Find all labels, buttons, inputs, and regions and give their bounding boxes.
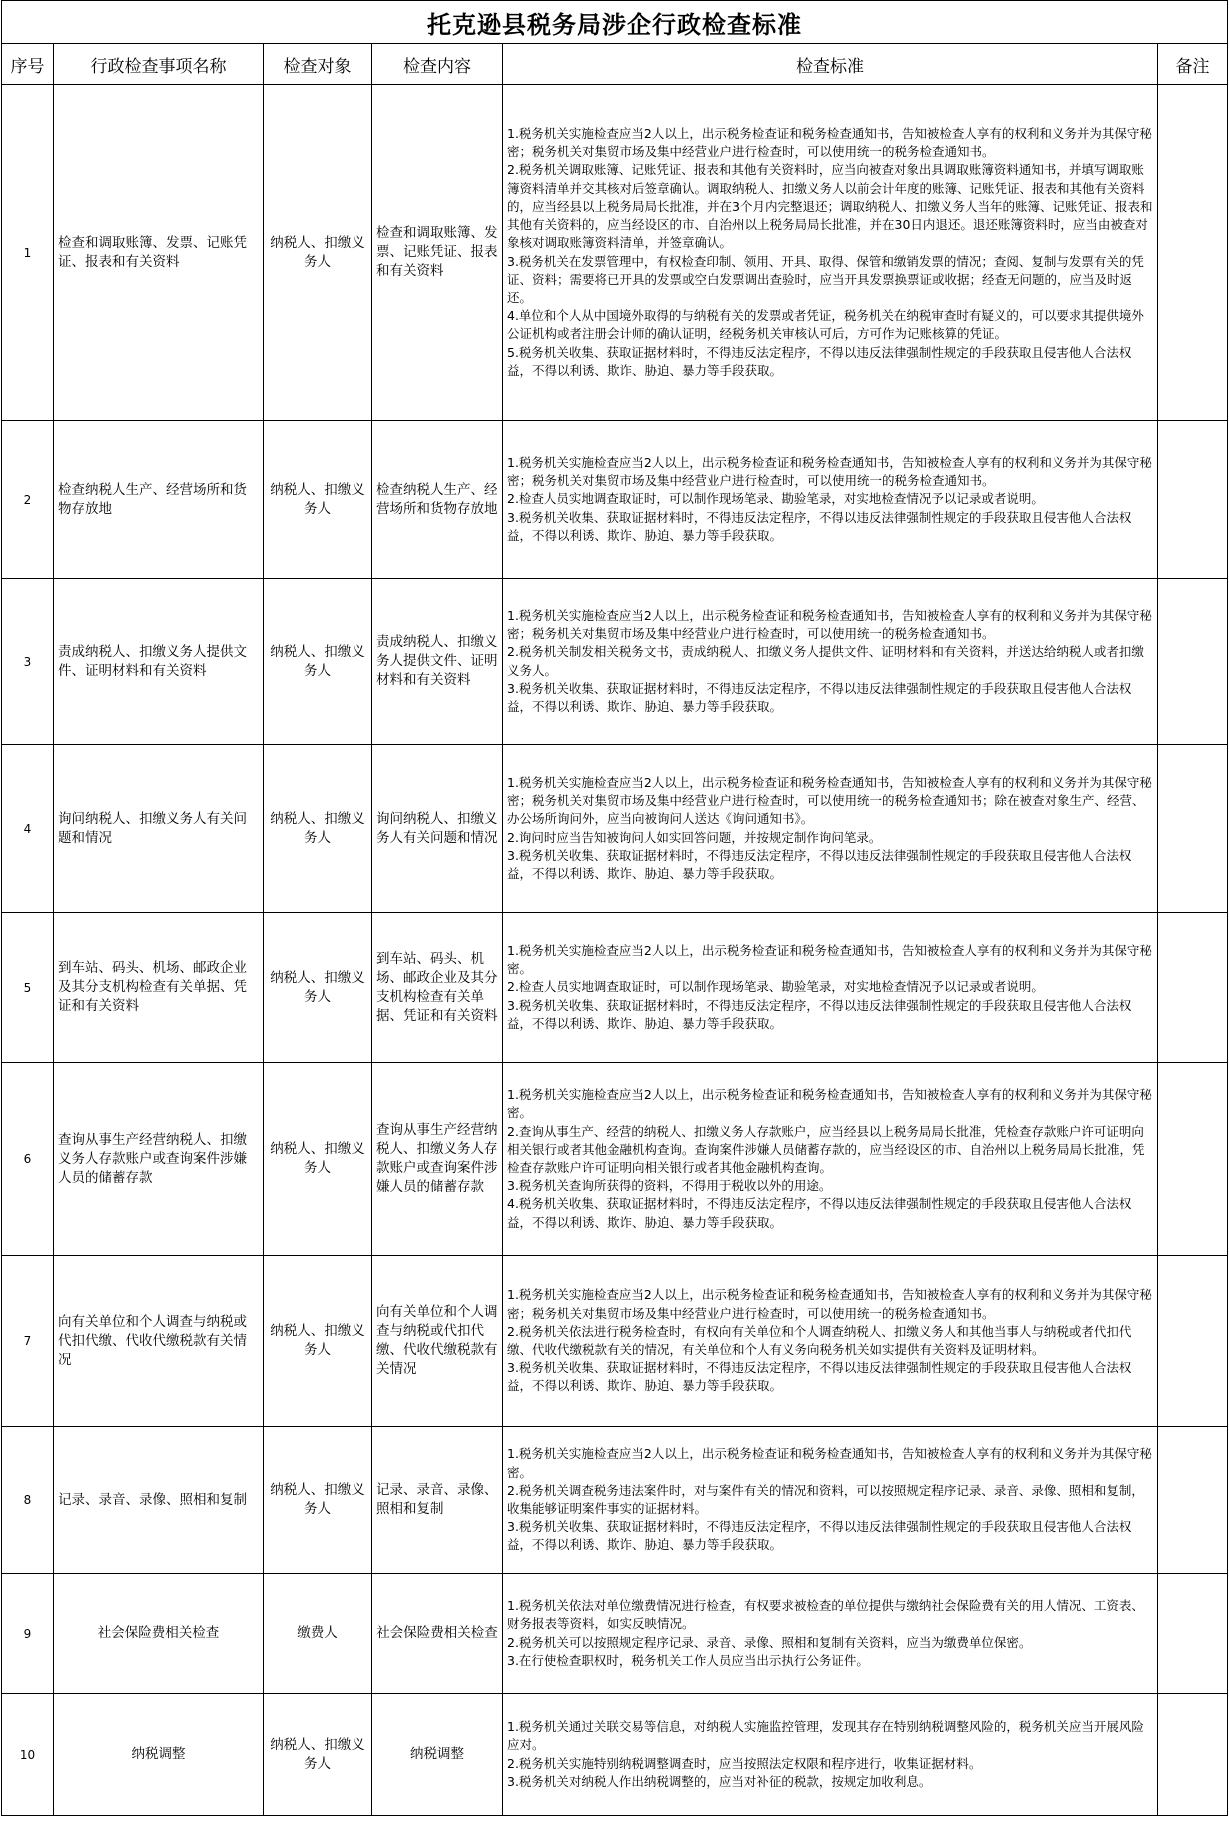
- row-target: 纳税人、扣缴义务人: [264, 1694, 372, 1816]
- row-content: 检查和调取账簿、发票、记账凭证、报表和有关资料: [372, 85, 503, 421]
- header-row: [2, 44, 1228, 85]
- standard-item: 2.税务机关依法进行税务检查时，有权向有关单位和个人调查纳税人、扣缴义务人和其他当事人与纳税或者代扣代缴、代收代缴税款有关的情况，有关单位和个人有义务向税务机关如实提供有关资料及证明材料。: [507, 1323, 1132, 1357]
- row-content: 到车站、码头、机场、邮政企业及其分支机构检查有关单据、凭证和有关资料: [372, 913, 503, 1063]
- table-body: [2, 85, 1228, 1816]
- header-seq: 序号: [2, 44, 54, 85]
- row-target: 纳税人、扣缴义务人: [264, 1063, 372, 1256]
- row-target: 缴费人: [264, 1574, 372, 1694]
- row-content: 向有关单位和个人调查与纳税或代扣代缴、代收代缴税款有关情况: [372, 1256, 503, 1427]
- table-row: [2, 1256, 1228, 1427]
- standard-item: 1.税务机关实施检查应当2人以上，出示税务检查证和税务检查通知书，告知被检查人享有的权利和义务并为其保守秘密。: [507, 942, 1152, 977]
- row-content: 查询从事生产经营纳税人、扣缴义务人存款账户或查询案件涉嫌人员的储蓄存款: [372, 1063, 503, 1256]
- table-row: [2, 421, 1228, 579]
- standard-item: 3.税务机关收集、获取证据材料时，不得违反法定程序，不得以违反法律强制性规定的手段获取且侵害他人合法权益，不得以利诱、欺诈、胁迫、暴力等手段获取。: [507, 509, 1132, 543]
- row-target: 纳税人、扣缴义务人: [264, 1427, 372, 1574]
- row-note: [1158, 1694, 1228, 1816]
- standard-item: 2.税务机关制发相关税务文书，责成纳税人、扣缴义务人提供文件、证明材料和有关资料，并送达给纳税人或者扣缴义务人。: [507, 644, 1144, 678]
- inspection-standards-table: [1, 0, 1228, 1816]
- standard-item: 5.税务机关收集、获取证据材料时，不得违反法定程序，不得以违反法律强制性规定的手段获取且侵害他人合法权益，不得以利诱、欺诈、胁迫、暴力等手段获取。: [507, 344, 1132, 378]
- standard-item: 2.税务机关调取账簿、记账凭证、报表和其他有关资料时，应当向被查对象出具调取账簿资料通知书，并填写调取账簿资料清单并交其核对后签章确认。调取纳税人、扣缴义务人以前会计年度的账簿、记账凭证、报表和其他有关资料的，应当经县以上税务局局长批准，并在3个月内完整退还；调取纳税人、扣缴义务人当年的账簿、记账凭证、报表和其他有关资料的，应当经设区的市、自治州以上税务局局长批准，并在30日内退还。退还账簿资料时，应当由被查对象核对调取账簿资料清单，并签章确认。: [507, 162, 1153, 251]
- standard-item: 1.税务机关依法对单位缴费情况进行检查，有权要求被检查的单位提供与缴纳社会保险费有关的用人情况、工资表、财务报表等资料，如实反映情况。: [507, 1598, 1144, 1632]
- document-title: 托克逊县税务局涉企行政检查标准: [2, 1, 1228, 44]
- row-item-name: 查询从事生产经营纳税人、扣缴义务人存款账户或查询案件涉嫌人员的储蓄存款: [54, 1063, 264, 1256]
- standard-item: 1.税务机关实施检查应当2人以上，出示税务检查证和税务检查通知书，告知被检查人享有的权利和义务并为其保守秘密；税务机关对集贸市场及集中经营业户进行检查时，可以使用统一的税务检查通知书。: [507, 1287, 1152, 1321]
- standard-item: 1.税务机关实施检查应当2人以上，出示税务检查证和税务检查通知书，告知被检查人享有的权利和义务并为其保守秘密。: [507, 1087, 1152, 1121]
- standard-item: 4.单位和个人从中国境外取得的与纳税有关的发票或者凭证，税务机关在纳税审查时有疑义的，可以要求其提供境外公证机构或者注册会计师的确认证明，经税务机关审核认可后，方可作为记账核算的凭证。: [507, 308, 1144, 342]
- header-standard: 检查标准: [503, 44, 1158, 85]
- header-note: 备注: [1158, 44, 1228, 85]
- row-standard: [503, 913, 1158, 1063]
- row-standard: [503, 1427, 1158, 1574]
- standard-item: 3.税务机关收集、获取证据材料时，不得违反法定程序，不得以违反法律强制性规定的手段获取且侵害他人合法权益，不得以利诱、欺诈、胁迫、暴力等手段获取。: [507, 1519, 1132, 1553]
- table-row: [2, 579, 1228, 745]
- table-row: [2, 1063, 1228, 1256]
- standard-item: 2.税务机关可以按照规定程序记录、录音、录像、照相和复制有关资料，应当为缴费单位保密。: [507, 1634, 1032, 1650]
- row-target: 纳税人、扣缴义务人: [264, 745, 372, 913]
- row-standard: [503, 1063, 1158, 1256]
- standard-item: 1.税务机关实施检查应当2人以上，出示税务检查证和税务检查通知书，告知被检查人享有的权利和义务并为其保守秘密；税务机关对集贸市场及集中经营业户进行检查时，可以使用统一的税务检查通知书。: [507, 454, 1152, 489]
- standard-item: 3.税务机关收集、获取证据材料时，不得违反法定程序，不得以违反法律强制性规定的手段获取且侵害他人合法权益，不得以利诱、欺诈、胁迫、暴力等手段获取。: [507, 847, 1132, 881]
- table-row: [2, 745, 1228, 913]
- standard-item: 2.检查人员实地调查取证时，可以制作现场笔录、勘验笔录，对实地检查情况予以记录或者说明。: [507, 979, 1044, 995]
- row-standard: [503, 1694, 1158, 1816]
- standard-item: 3.在行使检查职权时，税务机关工作人员应当出示执行公务证件。: [507, 1652, 869, 1668]
- row-target: 纳税人、扣缴义务人: [264, 913, 372, 1063]
- standard-item: 3.税务机关收集、获取证据材料时，不得违反法定程序，不得以违反法律强制性规定的手段获取且侵害他人合法权益，不得以利诱、欺诈、胁迫、暴力等手段获取。: [507, 1360, 1132, 1394]
- row-note: [1158, 1063, 1228, 1256]
- row-target: 纳税人、扣缴义务人: [264, 85, 372, 421]
- row-seq: 5: [2, 913, 54, 1063]
- row-content: 检查纳税人生产、经营场所和货物存放地: [372, 421, 503, 579]
- row-seq: 8: [2, 1427, 54, 1574]
- row-item-name: 向有关单位和个人调查与纳税或代扣代缴、代收代缴税款有关情况: [54, 1256, 264, 1427]
- row-content: 记录、录音、录像、照相和复制: [372, 1427, 503, 1574]
- row-note: [1158, 1427, 1228, 1574]
- header-target: 检查对象: [264, 44, 372, 85]
- standard-item: 1.税务机关实施检查应当2人以上，出示税务检查证和税务检查通知书，告知被检查人享有的权利和义务并为其保守秘密。: [507, 1446, 1152, 1480]
- standard-item: 3.税务机关收集、获取证据材料时，不得违反法定程序，不得以违反法律强制性规定的手段获取且侵害他人合法权益，不得以利诱、欺诈、胁迫、暴力等手段获取。: [507, 680, 1132, 714]
- row-seq: 10: [2, 1694, 54, 1816]
- row-content: 社会保险费相关检查: [372, 1574, 503, 1694]
- header-content: 检查内容: [372, 44, 503, 85]
- row-note: [1158, 913, 1228, 1063]
- table-row: [2, 85, 1228, 421]
- header-name: 行政检查事项名称: [54, 44, 264, 85]
- standard-item: 1.税务机关通过关联交易等信息，对纳税人实施监控管理，发现其存在特别纳税调整风险的，税务机关应当开展风险应对。: [507, 1719, 1144, 1753]
- standard-item: 1.税务机关实施检查应当2人以上，出示税务检查证和税务检查通知书，告知被检查人享有的权利和义务并为其保守秘密；税务机关对集贸市场及集中经营业户进行检查时，可以使用统一的税务检查通知书。: [507, 126, 1152, 160]
- row-seq: 1: [2, 85, 54, 421]
- standard-item: 3.税务机关查询所获得的资料，不得用于税收以外的用途。: [507, 1178, 832, 1194]
- row-seq: 9: [2, 1574, 54, 1694]
- standard-item: 2.税务机关实施特别纳税调整调查时，应当按照法定权限和程序进行，收集证据材料。: [507, 1755, 982, 1771]
- row-item-name: 责成纳税人、扣缴义务人提供文件、证明材料和有关资料: [54, 579, 264, 745]
- row-note: [1158, 745, 1228, 913]
- row-standard: [503, 745, 1158, 913]
- row-item-name: 社会保险费相关检查: [54, 1574, 264, 1694]
- row-standard: [503, 579, 1158, 745]
- standard-item: 3.税务机关在发票管理中，有权检查印制、领用、开具、取得、保管和缴销发票的情况；查阅、复制与发票有关的凭证、资料；需要将已开具的发票或空白发票调出查验时，应当开具发票换票证或收据；经查无问题的，应当及时返还。: [507, 253, 1144, 305]
- row-seq: 2: [2, 421, 54, 579]
- standard-item: 3.税务机关收集、获取证据材料时，不得违反法定程序，不得以违反法律强制性规定的手段获取且侵害他人合法权益，不得以利诱、欺诈、胁迫、暴力等手段获取。: [507, 997, 1132, 1031]
- standard-item: 1.税务机关实施检查应当2人以上，出示税务检查证和税务检查通知书，告知被检查人享有的权利和义务并为其保守秘密；税务机关对集贸市场及集中经营业户进行检查时，可以使用统一的税务检查通知书。: [507, 607, 1152, 642]
- row-note: [1158, 85, 1228, 421]
- row-note: [1158, 1256, 1228, 1427]
- table-row: [2, 913, 1228, 1063]
- row-target: 纳税人、扣缴义务人: [264, 421, 372, 579]
- standard-item: 2.税务机关调查税务违法案件时，对与案件有关的情况和资料，可以按照规定程序记录、录音、录像、照相和复制，收集能够证明案件事实的证据材料。: [507, 1482, 1144, 1516]
- row-note: [1158, 579, 1228, 745]
- row-seq: 3: [2, 579, 54, 745]
- table-row: [2, 1574, 1228, 1694]
- table-row: [2, 1694, 1228, 1816]
- row-standard: [503, 421, 1158, 579]
- standard-item: 3.税务机关对纳税人作出纳税调整的，应当对补征的税款，按规定加收利息。: [507, 1773, 932, 1789]
- row-standard: [503, 1256, 1158, 1427]
- standard-item: 1.税务机关实施检查应当2人以上，出示税务检查证和税务检查通知书，告知被检查人享有的权利和义务并为其保守秘密；税务机关对集贸市场及集中经营业户进行检查时，可以使用统一的税务检查通知书；除在被查对象生产、经营、办公场所询问外，应当向被询问人送达《询问通知书》。: [507, 774, 1152, 827]
- row-seq: 7: [2, 1256, 54, 1427]
- row-standard: [503, 85, 1158, 421]
- row-item-name: 记录、录音、录像、照相和复制: [54, 1427, 264, 1574]
- row-standard: [503, 1574, 1158, 1694]
- row-content: 责成纳税人、扣缴义务人提供文件、证明材料和有关资料: [372, 579, 503, 745]
- row-note: [1158, 1574, 1228, 1694]
- row-seq: 4: [2, 745, 54, 913]
- row-content: 询问纳税人、扣缴义务人有关问题和情况: [372, 745, 503, 913]
- row-note: [1158, 421, 1228, 579]
- row-target: 纳税人、扣缴义务人: [264, 1256, 372, 1427]
- row-seq: 6: [2, 1063, 54, 1256]
- row-target: 纳税人、扣缴义务人: [264, 579, 372, 745]
- row-item-name: 询问纳税人、扣缴义务人有关问题和情况: [54, 745, 264, 913]
- row-item-name: 纳税调整: [54, 1694, 264, 1816]
- standard-item: 2.检查人员实地调查取证时，可以制作现场笔录、勘验笔录，对实地检查情况予以记录或者说明。: [507, 491, 1044, 507]
- row-item-name: 检查纳税人生产、经营场所和货物存放地: [54, 421, 264, 579]
- standard-item: 2.查询从事生产、经营的纳税人、扣缴义务人存款账户，应当经县以上税务局局长批准，凭检查存款账户许可证明向相关银行或者其他金融机构查询。查询案件涉嫌人员储蓄存款的，应当经设区的市、自治州以上税务局局长批准，凭检查存款账户许可证明向相关银行或者其他金融机构查询。: [507, 1123, 1145, 1175]
- row-item-name: 到车站、码头、机场、邮政企业及其分支机构检查有关单据、凭证和有关资料: [54, 913, 264, 1063]
- standard-item: 4.税务机关收集、获取证据材料时，不得违反法定程序，不得以违反法律强制性规定的手段获取且侵害他人合法权益，不得以利诱、欺诈、胁迫、暴力等手段获取。: [507, 1196, 1132, 1230]
- row-item-name: 检查和调取账簿、发票、记账凭证、报表和有关资料: [54, 85, 264, 421]
- table-row: [2, 1427, 1228, 1574]
- standard-item: 2.询问时应当告知被询问人如实回答问题，并按规定制作询问笔录。: [507, 829, 882, 845]
- row-content: 纳税调整: [372, 1694, 503, 1816]
